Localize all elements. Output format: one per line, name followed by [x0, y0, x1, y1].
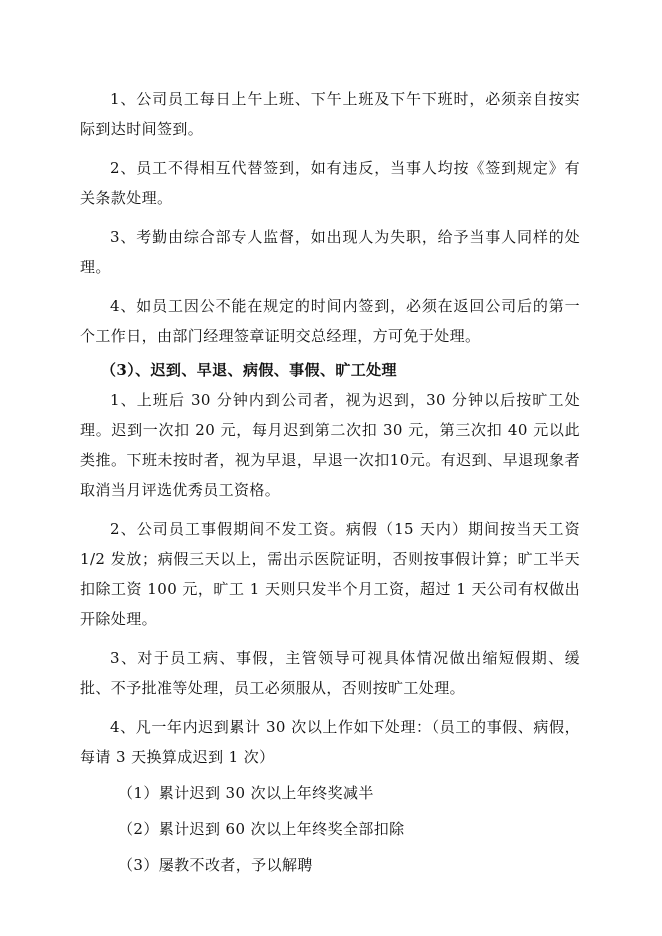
- document-body: [80, 84, 580, 880]
- penalty-paragraph-4: 4、凡一年内迟到累计 30 次以上作如下处理：（员工的事假、病假，每请 3 天换算成迟到 1 次）: [80, 718, 580, 766]
- penalty-paragraph-1: 1、上班后 30 分钟内到公司者，视为迟到，30 分钟以后按旷工处理。迟到一次扣 20 元，每月迟到第二次扣 30 元，第三次扣 40 元以此类推。下班未按时者，视为早退，早退一次扣10元。有迟到、早退现象者取消当月评选优秀员工资格。: [80, 391, 580, 499]
- penalty-paragraph-3: 3、对于员工病、事假，主管领导可视具体情况做出缩短假期、缓批、不予批准等处理，员工必须服从，否则按旷工处理。: [80, 649, 580, 697]
- rule-paragraph-1: 1、公司员工每日上午上班、下午上班及下午下班时，必须亲自按实际到达时间签到。: [80, 90, 580, 138]
- sub-item-2: （2）累计迟到 60 次以上年终奖全部扣除: [118, 820, 405, 838]
- rule-paragraph-2: 2、员工不得相互代替签到，如有违反，当事人均按《签到规定》有关条款处理。: [80, 159, 580, 207]
- section-heading: （3）、迟到、早退、病假、事假、旷工处理: [101, 361, 397, 379]
- sub-item-1: （1）累计迟到 30 次以上年终奖减半: [118, 784, 374, 802]
- rule-paragraph-3: 3、考勤由综合部专人监督，如出现人为失职，给予当事人同样的处理。: [80, 228, 580, 276]
- rule-paragraph-4: 4、如员工因公不能在规定的时间内签到，必须在返回公司后的第一个工作日，由部门经理签章证明交总经理，方可免于处理。: [80, 297, 580, 345]
- sub-item-3: （3）屡教不改者，予以解聘: [118, 856, 313, 874]
- penalty-paragraph-2: 2、公司员工事假期间不发工资。病假（15 天内）期间按当天工资 1/2 发放；病假三天以上，需出示医院证明，否则按事假计算；旷工半天扣除工资 100 元，旷工 1 天则只发半个月工资，超过 1 天公司有权做出开除处理。: [80, 520, 580, 628]
